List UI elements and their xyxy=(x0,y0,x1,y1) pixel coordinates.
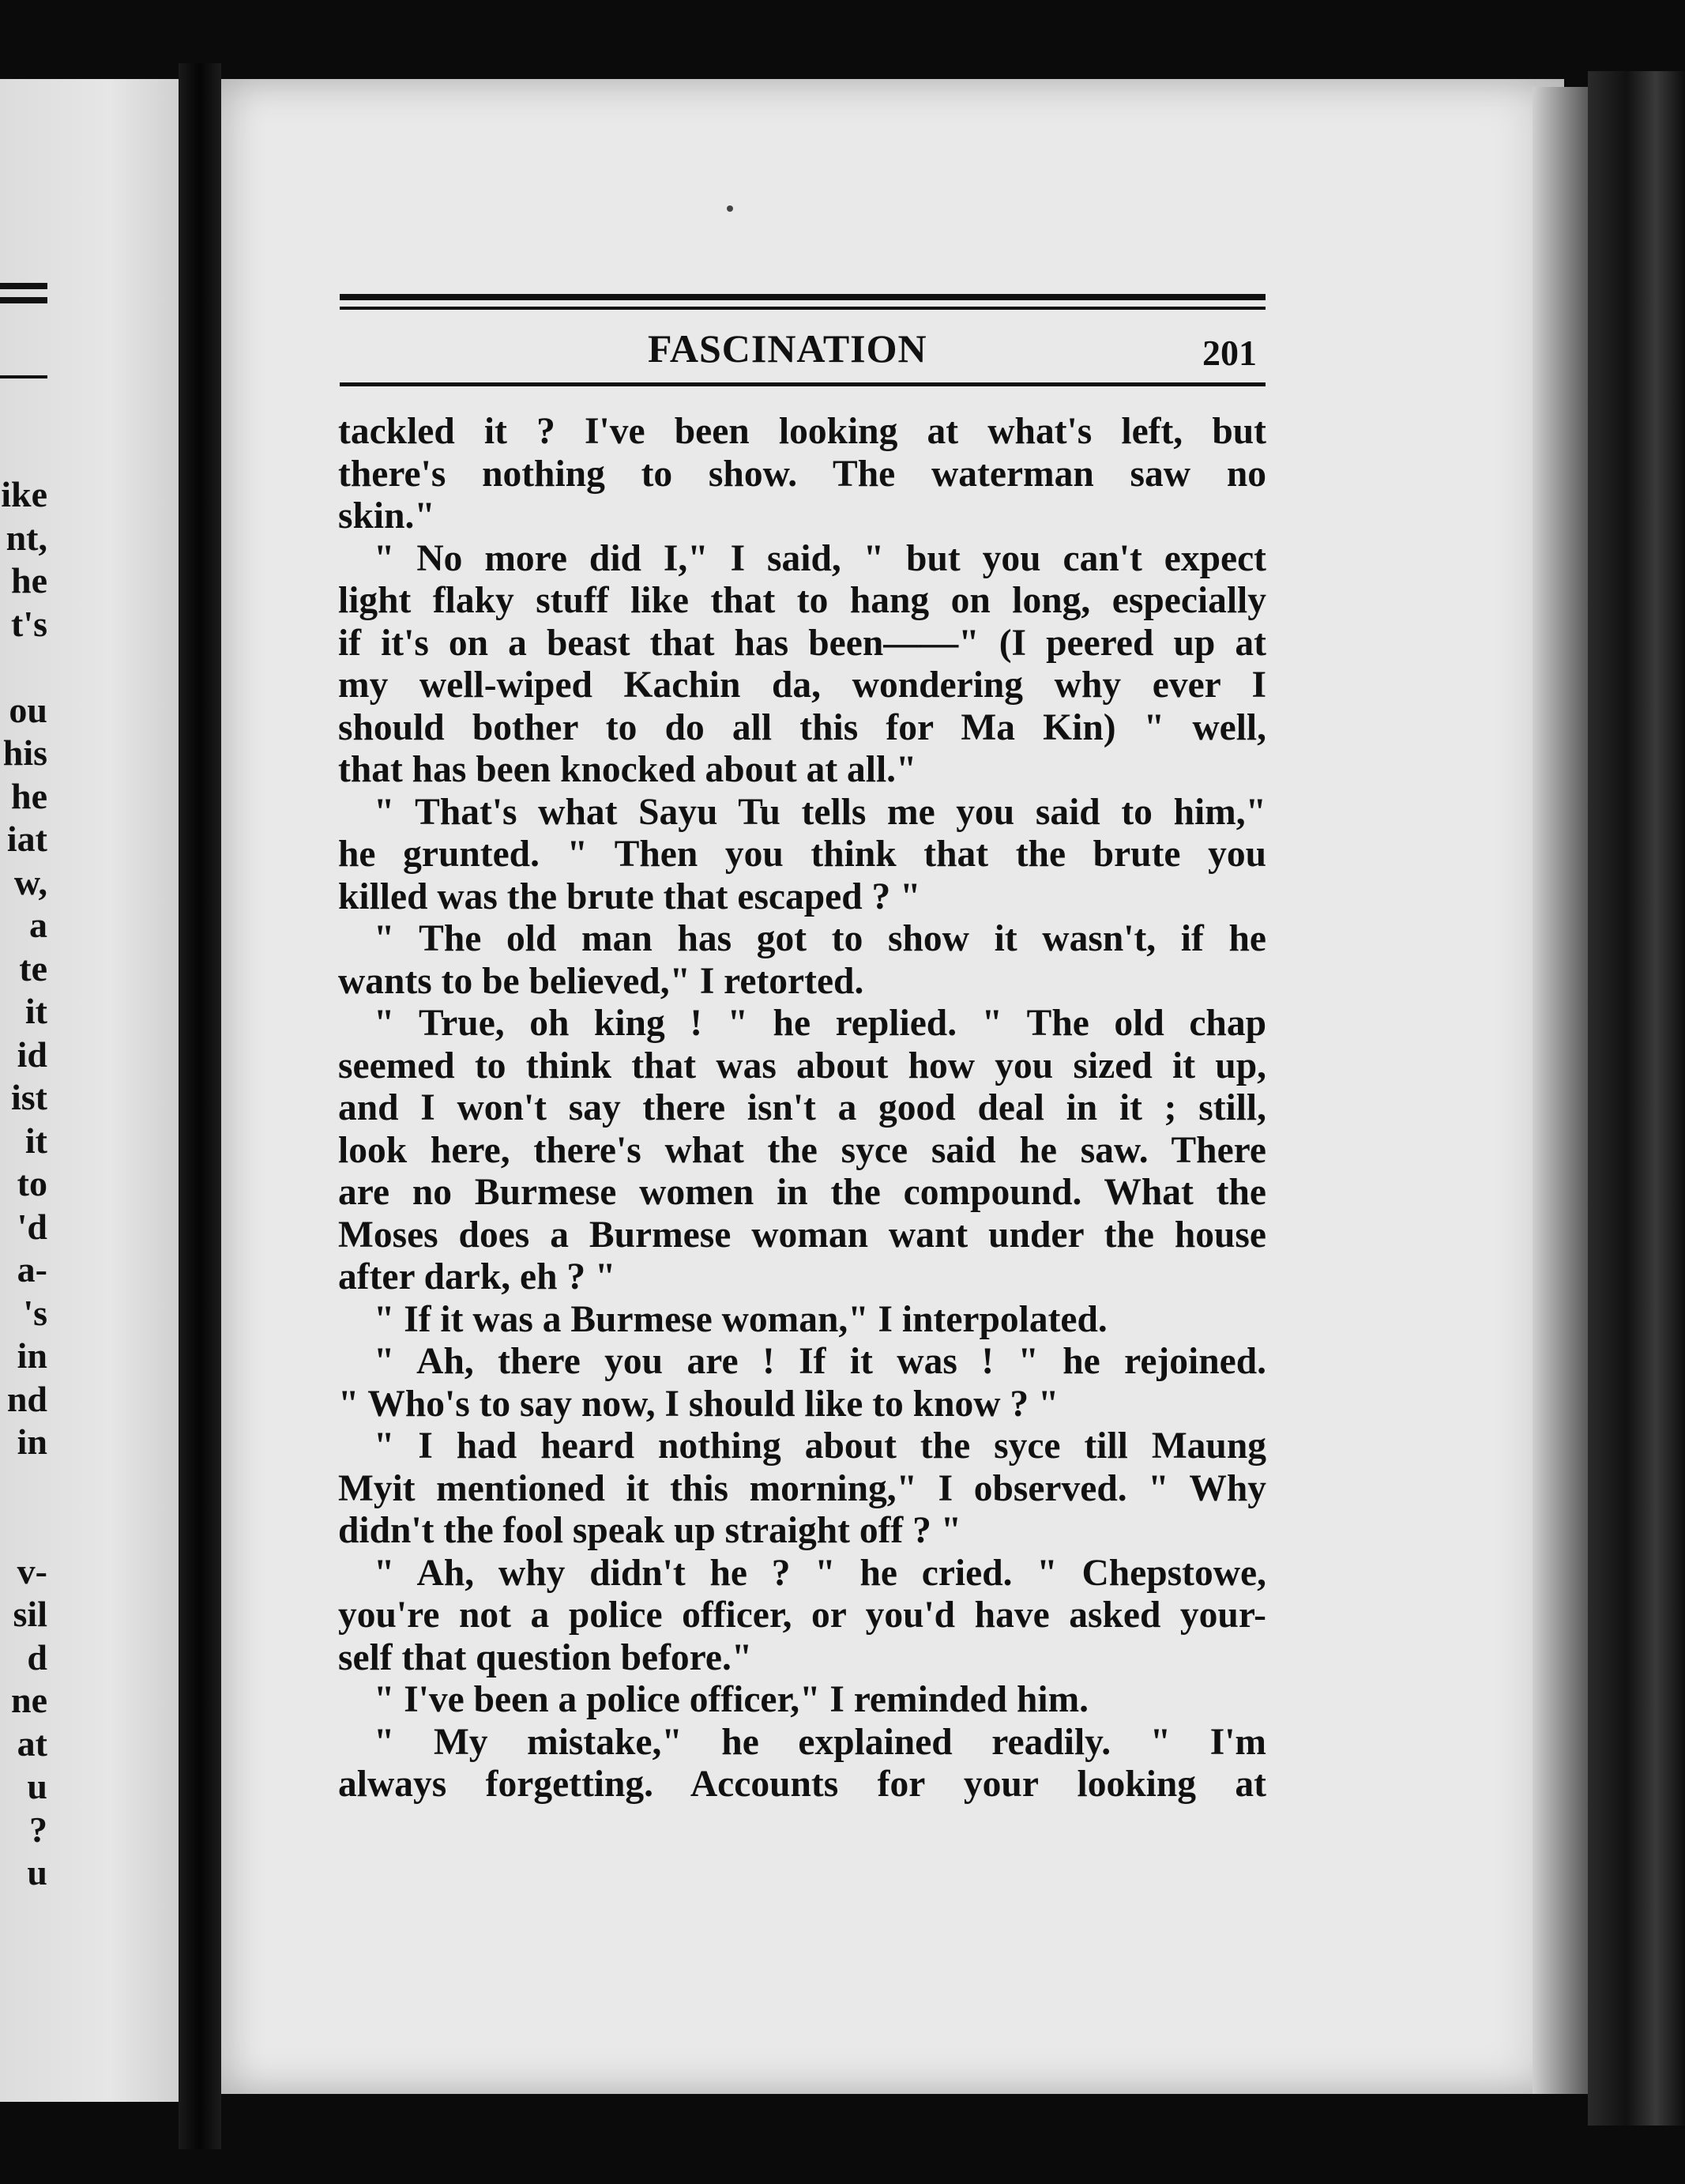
text-line: " The old man has got to show it wasn't, if he xyxy=(374,918,1266,959)
page-number: 201 xyxy=(1202,333,1257,373)
text-line: " That's what Sayu Tu tells me you said to him," xyxy=(374,791,1266,833)
left-page-line: he xyxy=(11,775,47,816)
text-line: " Ah, why didn't he ? " he cried. " Chepstowe, xyxy=(374,1552,1266,1594)
text-line: killed was the brute that escaped ? " xyxy=(338,875,921,917)
left-page-line: nt, xyxy=(6,517,47,558)
book-spine xyxy=(179,63,221,2149)
left-page-line: to xyxy=(17,1163,47,1203)
text-line: my well-wiped Kachin da, wondering why ever I xyxy=(338,665,1266,706)
text-line: Myit mentioned it this morning," I observed. " Why xyxy=(338,1467,1266,1509)
text-line: self that question before." xyxy=(338,1636,753,1678)
paper-speck xyxy=(727,205,733,212)
text-line: seemed to think that was about how you sized it up, xyxy=(338,1045,1266,1086)
left-page-line: he xyxy=(11,560,47,601)
left-page-line: u xyxy=(27,1852,47,1892)
text-line: he grunted. " Then you think that the brute you xyxy=(338,834,1266,875)
left-page-line: it xyxy=(24,991,47,1031)
text-line: you're not a police officer, or you'd have asked your- xyxy=(338,1595,1266,1636)
left-page-line: ne xyxy=(11,1680,47,1720)
left-page-line: ? xyxy=(29,1809,47,1850)
left-page-line: sil xyxy=(13,1594,47,1634)
page-body xyxy=(338,411,1266,1806)
left-page-fragment xyxy=(0,79,183,2102)
left-page-line: it xyxy=(24,1120,47,1161)
text-line: after dark, eh ? " xyxy=(338,1256,616,1297)
left-page-line: at xyxy=(17,1723,47,1764)
left-page-line: id xyxy=(17,1034,47,1075)
left-page-line: in xyxy=(17,1335,47,1376)
text-line: if it's on a beast that has been——" (I peered up at xyxy=(338,622,1266,664)
text-line: light flaky stuff like that to hang on long, especially xyxy=(338,580,1266,621)
text-line: wants to be believed," I retorted. xyxy=(338,960,864,1002)
text-line: " True, oh king ! " he replied. " The old chap xyxy=(374,1003,1266,1044)
header-top-rule-thin xyxy=(340,307,1266,310)
left-page-line: u xyxy=(27,1766,47,1806)
page-edge xyxy=(1533,87,1588,2094)
left-page-rule xyxy=(0,283,47,289)
text-line: are no Burmese women in the compound. What the xyxy=(338,1172,1266,1213)
text-line: " Ah, there you are ! If it was ! " he rejoined. xyxy=(374,1341,1266,1382)
text-line: and I won't say there isn't a good deal in it ; still, xyxy=(338,1087,1266,1128)
text-line: " I had heard nothing about the syce till Maung xyxy=(374,1425,1266,1467)
text-line: should bother to do all this for Ma Kin) " well, xyxy=(338,706,1266,748)
text-line: " My mistake," he explained readily. " I'm xyxy=(374,1721,1266,1763)
text-line: " I've been a police officer," I reminded him. xyxy=(374,1679,1089,1720)
running-head-title: FASCINATION xyxy=(648,326,927,371)
left-page-line: te xyxy=(19,947,47,988)
text-line: that has been knocked about at all." xyxy=(338,749,917,790)
text-line: didn't the fool speak up straight off ? " xyxy=(338,1510,962,1551)
text-line: " Who's to say now, I should like to know ? " xyxy=(338,1383,1059,1425)
left-page-line: d xyxy=(27,1636,47,1678)
left-page-line: his xyxy=(2,732,47,773)
left-page-line: a xyxy=(29,905,47,945)
text-line: look here, there's what the syce said he saw. There xyxy=(338,1129,1266,1171)
left-page-line: w, xyxy=(13,861,47,902)
text-line: there's nothing to show. The waterman saw no xyxy=(338,453,1266,495)
left-page-line: ou xyxy=(9,689,47,730)
header-top-rule xyxy=(340,294,1266,300)
book-cover-edge xyxy=(1588,71,1685,2126)
text-line: Moses does a Burmese woman want under the house xyxy=(338,1214,1266,1256)
left-page-line: ist xyxy=(11,1077,47,1117)
left-page-line: 'd xyxy=(17,1206,47,1247)
text-line: " No more did I," I said, " but you can't expect xyxy=(374,537,1266,579)
left-page-line: ike xyxy=(1,474,47,514)
left-page-line: in xyxy=(17,1421,47,1462)
left-page-line: nd xyxy=(6,1378,47,1419)
header-bottom-rule xyxy=(340,382,1266,386)
left-page-line: iat xyxy=(6,819,47,859)
text-line: tackled it ? I've been looking at what's left, but xyxy=(338,411,1266,452)
left-page-line: t's xyxy=(11,603,47,644)
text-line: " If it was a Burmese woman," I interpolated. xyxy=(374,1298,1108,1340)
left-page-line: v- xyxy=(17,1550,47,1591)
left-page-rule xyxy=(0,375,47,378)
text-line: skin." xyxy=(338,495,435,537)
left-page-rule xyxy=(0,297,47,303)
left-page-line: 's xyxy=(23,1292,47,1333)
left-page-line: a- xyxy=(17,1249,47,1290)
text-line: always forgetting. Accounts for your looking at xyxy=(338,1764,1266,1805)
